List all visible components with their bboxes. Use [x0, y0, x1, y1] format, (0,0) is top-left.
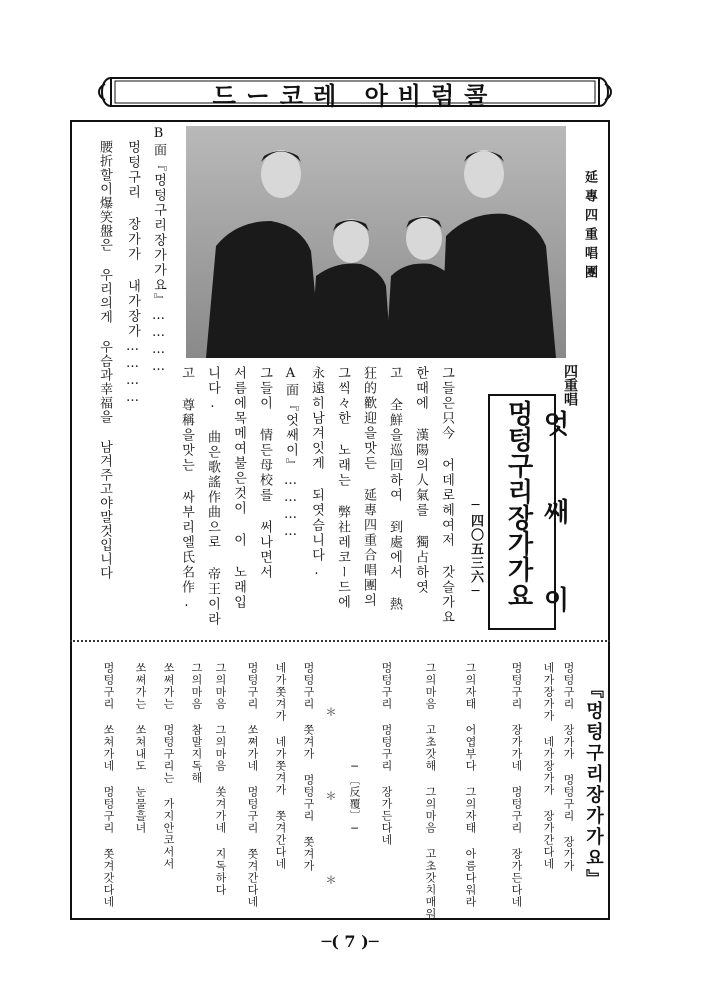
article-column: 그씩々한 노래는 弊社레코ー드에: [335, 366, 350, 610]
article-column: 그들이 情든母校를 써나면서: [257, 366, 272, 580]
record-title-line-1: 엇 쌔 이: [539, 410, 569, 628]
article-column: 그들은只今 어데로헤여저 갓슬가요: [439, 366, 454, 625]
lyric-column: 멍텅구리 장가가네 멍텅구리 장가든다네: [510, 662, 523, 908]
article-column: 고 全鮮을巡回하여 到處에서 熱: [387, 366, 402, 612]
page-title: 드ー코레 아비럼콜: [212, 81, 498, 110]
article-column: 서름에목메여불은것이 이 노래입: [231, 366, 246, 610]
article-column: 고 尊稱을맛는 싸부리엘氏名作.: [179, 366, 194, 612]
lyric-column: 그의마음 그의마음 쏫겨가네 지독하다: [214, 662, 227, 896]
article-column: B面『멍텅구리장가가요』…………: [151, 126, 166, 376]
lyric-column: 멍텅구리 쏘쳐가네 멍텅구리 쫏겨갓다네: [102, 662, 115, 908]
lyric-column: 네가장가가 네가장가가 장가간다네: [542, 662, 555, 870]
lyric-column: 멍텅구리 쏘쪄가네 멍텅구리 쫏겨간다네: [246, 662, 259, 908]
lyric-column: 그의마음 참말지독해: [190, 662, 203, 784]
photo-caption: 延專四重唱團: [582, 170, 597, 284]
article-column: 멍텅구리 장가가 내가장가…………: [125, 140, 140, 407]
lyrics-title: 『멍텅구리장가가요』: [583, 680, 604, 890]
article-column: 腰折할이爆笑盤은 우리의게 우슴과幸福을 남겨주고야말것입니다: [97, 140, 112, 580]
lyric-column: 쏘쎠가는 쏘쳐내도 눈물흘녀: [134, 662, 147, 834]
lyric-column: 멍텅구리 멍텅구리 장가든다네: [380, 662, 393, 846]
article-column: 狂的歡迎을맛든 延專四重合唱團의: [361, 366, 376, 608]
lyric-repeat-mark: ─〔反覆〕─: [348, 760, 361, 836]
lyric-column: 그의자태 어엽부다 그의자태 아름다워라: [464, 662, 477, 908]
article-column: A面『엇쌔이』…………: [283, 366, 298, 541]
quartet-photo: [186, 126, 566, 358]
lyric-column: 멍텅구리 장가가 멍텅구리 장가가: [562, 662, 575, 872]
lyric-column: 멍텅구리 쫏겨가 멍텅구리 쫏겨가: [302, 662, 315, 872]
article-column: 한때에 漢陽의人氣를 獨占하엿: [413, 366, 428, 595]
record-genre-label: 四重唱: [562, 364, 578, 406]
lyric-separator: ＊ ＊ ＊: [324, 706, 337, 915]
section-divider: [70, 640, 610, 642]
lyric-column: 그의마음 고초갓해 그의마음 고초갓치매워: [424, 662, 437, 920]
article-column: 니다. 曲은歌謠作曲으로 帝王이라: [205, 366, 220, 627]
lyric-column: 네가쫏겨가 네가쫏겨가 쫏겨간다네: [274, 662, 287, 870]
record-number: ─四〇五三六─: [468, 498, 483, 600]
article-column: 永遠히남겨잇게 되엿슴니다.: [309, 366, 324, 580]
lyric-column: 쏘쎠가는 멍텅구리는 가지안코서서: [162, 662, 175, 870]
record-title-line-2: 멍텅구리장가가요: [503, 400, 533, 608]
page-number: ─( 7 )─: [321, 932, 379, 951]
